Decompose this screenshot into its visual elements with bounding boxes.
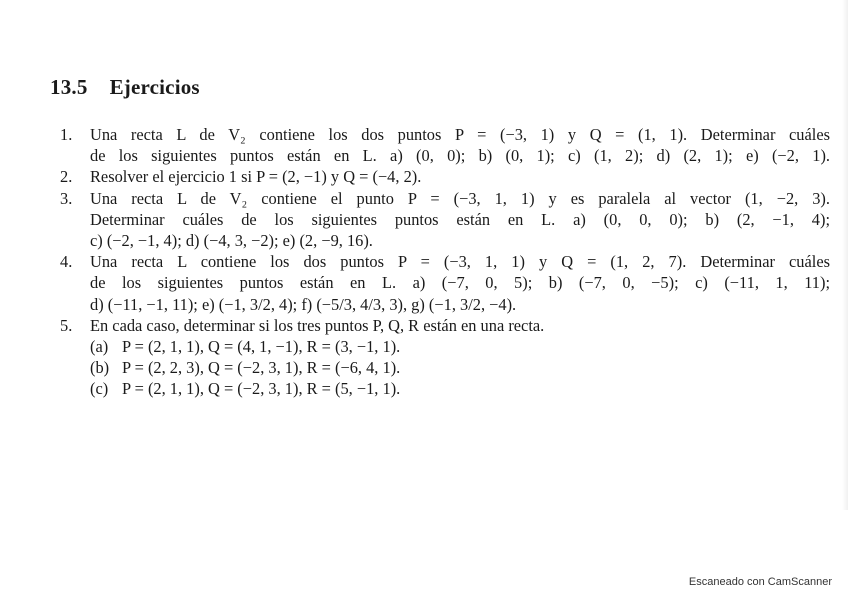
exercise-line: [60, 209, 830, 230]
exercise-number: 5.: [60, 315, 73, 335]
exercise-text: Una recta L contiene los dos puntos P = (−3, 1, 1) y Q = (1, 2, 7). Determinar cuáles: [90, 252, 830, 272]
page-edge: [842, 0, 848, 510]
exercise-text: Determinar cuáles de los siguientes puntos están en L. a) (0, 0, 0); b) (2, −1, 4);: [90, 209, 830, 229]
exercise-line: [60, 230, 830, 251]
exercise-text: Una recta L de V₂ contiene los dos puntos P = (−3, 1) y Q = (1, 1). Determinar cuáles: [90, 125, 830, 144]
exercise-line: [60, 124, 830, 145]
exercise-number: 3.: [60, 188, 73, 208]
scanner-credit: Escaneado con CamScanner: [688, 576, 832, 588]
exercise-part: [60, 378, 830, 399]
exercise-text: de los siguientes puntos están en L. a) (−7, 0, 5); b) (−7, 0, −5); c) (−11, 1, 11);: [90, 273, 830, 293]
exercise-text: c) (−2, −1, 4); d) (−4, 3, −2); e) (2, −9, 16).: [90, 230, 373, 250]
exercise-text: de los siguientes puntos están en L. a) (0, 0); b) (0, 1); c) (1, 2); d) (2, 1); e) (−2, 1).: [90, 146, 830, 166]
exercise-part: [60, 336, 830, 357]
part-label: (c): [90, 379, 109, 399]
exercise-line: [60, 315, 830, 336]
part-label: (a): [90, 336, 109, 356]
exercise-line: [60, 272, 830, 293]
part-text: P = (2, 1, 1), Q = (−2, 3, 1), R = (5, −1, 1).: [122, 379, 401, 399]
exercise-text: Resolver el ejercicio 1 si P = (2, −1) y Q = (−4, 2).: [90, 167, 422, 187]
exercise-list: [60, 124, 830, 399]
exercise-line: [60, 294, 830, 315]
exercise-line: [60, 145, 830, 166]
exercise-line: [60, 188, 830, 209]
part-text: P = (2, 1, 1), Q = (4, 1, −1), R = (3, −1, 1).: [122, 336, 401, 356]
exercise-line: [60, 251, 830, 272]
exercise-text: d) (−11, −1, 11); e) (−1, 3/2, 4); f) (−5/3, 4/3, 3), g) (−1, 3/2, −4).: [90, 294, 517, 314]
exercise-number: 4.: [60, 252, 73, 272]
exercise-text: Una recta L de V₂ contiene el punto P = (−3, 1, 1) y es paralela al vector (1, −2, 3).: [90, 188, 830, 208]
part-label: (b): [90, 358, 110, 378]
section-number: 13.5: [50, 75, 88, 99]
section-heading: [50, 75, 200, 100]
exercise-line: [60, 166, 830, 187]
exercise-text: En cada caso, determinar si los tres puntos P, Q, R están en una recta.: [90, 315, 545, 335]
exercise-number: 1.: [60, 125, 73, 144]
part-text: P = (2, 2, 3), Q = (−2, 3, 1), R = (−6, 4, 1).: [122, 358, 401, 378]
exercise-part: [60, 357, 830, 378]
exercise-number: 2.: [60, 167, 73, 187]
section-title: Ejercicios: [109, 75, 200, 99]
